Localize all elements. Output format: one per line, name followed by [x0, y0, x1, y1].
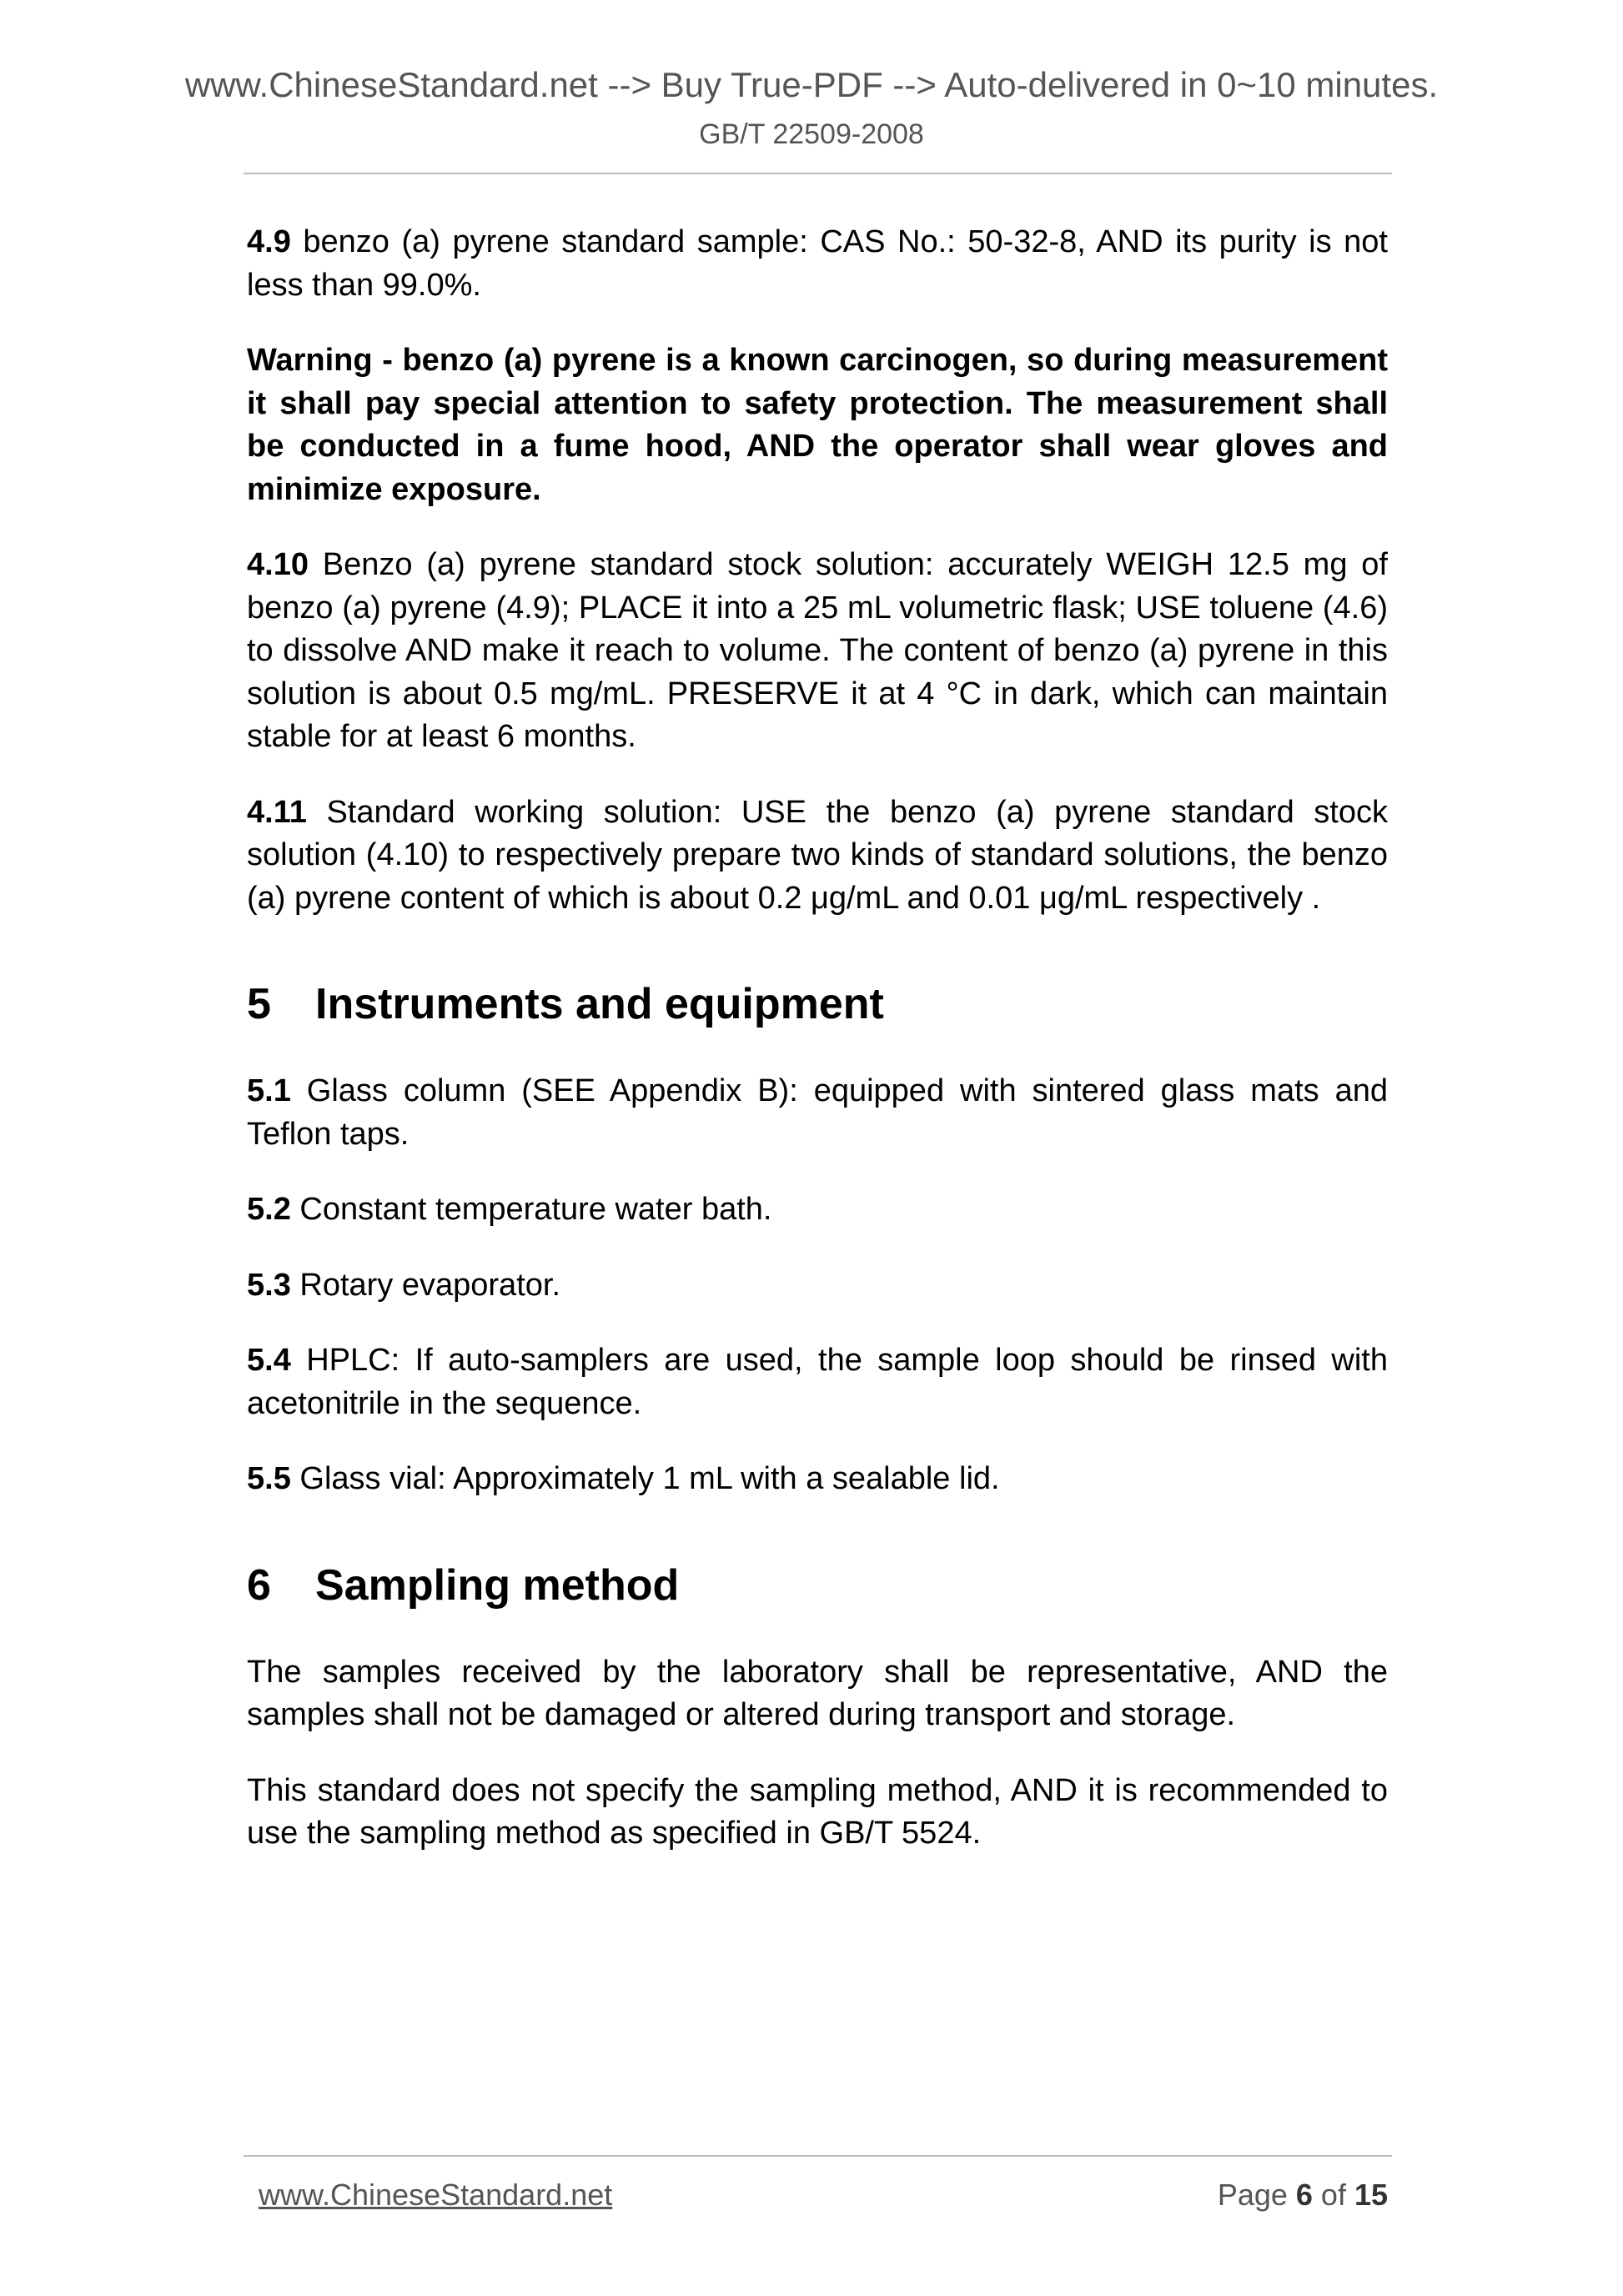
clause-text: benzo (a) pyrene standard sample: CAS No.: 50-32-8, AND its purity is not less than 99.0%. [247, 224, 1388, 303]
header-divider [244, 173, 1392, 174]
clause-text: Glass vial: Approximately 1 mL with a sealable lid. [290, 1461, 1000, 1496]
clause-number: 5.5 [247, 1461, 291, 1496]
clause-text: Benzo (a) pyrene standard stock solution: accurately WEIGH 12.5 mg of benzo (a) pyrene (4.9); PLACE it into a 25 mL volumetric flask; USE toluene (4.6) to dissolve AND make it reach to volume. The content of benzo (a) pyrene in this solution is about 0.5 mg/mL. PRESERVE it at 4 °C in dark, which can maintain stable for at least 6 months. [247, 547, 1388, 754]
clause-number: 4.11 [247, 794, 307, 830]
clause-4-10 [247, 544, 1388, 759]
clause-text: Rotary evaporator. [290, 1267, 560, 1303]
section-heading-5 [247, 978, 1388, 1030]
warning-note: Warning - benzo (a) pyrene is a known carcinogen, so during measurement it shall pay special attention to safety protection. The measurement shall be conducted in a fume hood, AND the operator shall wear gloves and minimize exposure. [247, 343, 1388, 507]
clause-number: 4.9 [247, 224, 291, 259]
page-of: of [1312, 2178, 1354, 2212]
clause-text: Standard working solution: USE the benzo (a) pyrene standard stock solution (4.10) to respectively prepare two kinds of standard solutions, the benzo (a) pyrene content of which is about 0.2 μg/mL and 0.01 μg/mL respectively . [247, 794, 1388, 916]
clause-5-2 [247, 1188, 1388, 1232]
clause-text: Constant temperature water bath. [290, 1192, 772, 1227]
clause-number: 5.3 [247, 1267, 291, 1303]
footer-site-link[interactable]: www.ChineseStandard.net [259, 2178, 613, 2212]
section-title: Instruments and equipment [315, 980, 884, 1028]
document-body [247, 221, 1388, 1888]
sampling-paragraph-2: This standard does not specify the sampling method, AND it is recommended to use the sampling method as specified in GB/T 5524. [247, 1772, 1388, 1851]
clause-text: Glass column (SEE Appendix B): equipped with sintered glass mats and Teflon taps. [247, 1073, 1388, 1152]
page-number [1218, 2177, 1388, 2213]
footer-divider [244, 2155, 1392, 2157]
clause-5-3 [247, 1264, 1388, 1308]
clause-5-1 [247, 1070, 1388, 1156]
section-title: Sampling method [315, 1560, 680, 1610]
section-number: 5 [247, 980, 271, 1028]
header-standard-number: GB/T 22509-2008 [699, 118, 924, 150]
clause-number: 4.10 [247, 547, 309, 582]
section-number: 6 [247, 1560, 271, 1610]
clause-number: 5.2 [247, 1192, 291, 1227]
clause-4-11 [247, 791, 1388, 921]
clause-text: HPLC: If auto-samplers are used, the sample loop should be rinsed with acetonitrile in the sequence. [247, 1343, 1388, 1421]
page-current: 6 [1295, 2178, 1313, 2212]
page-prefix: Page [1217, 2178, 1296, 2212]
clause-5-4 [247, 1339, 1388, 1425]
header-banner: www.ChineseStandard.net --> Buy True-PDF --> Auto-delivered in 0~10 minutes. [184, 65, 1439, 104]
clause-number: 5.1 [247, 1073, 291, 1108]
section-heading-6 [247, 1560, 1388, 1611]
sampling-paragraph-1: The samples received by the laboratory shall be representative, AND the samples shall not be damaged or altered during transport and storage. [247, 1654, 1388, 1732]
clause-4-9 [247, 221, 1388, 307]
clause-number: 5.4 [247, 1343, 291, 1378]
clause-5-5 [247, 1458, 1388, 1501]
page-total: 15 [1354, 2178, 1388, 2212]
